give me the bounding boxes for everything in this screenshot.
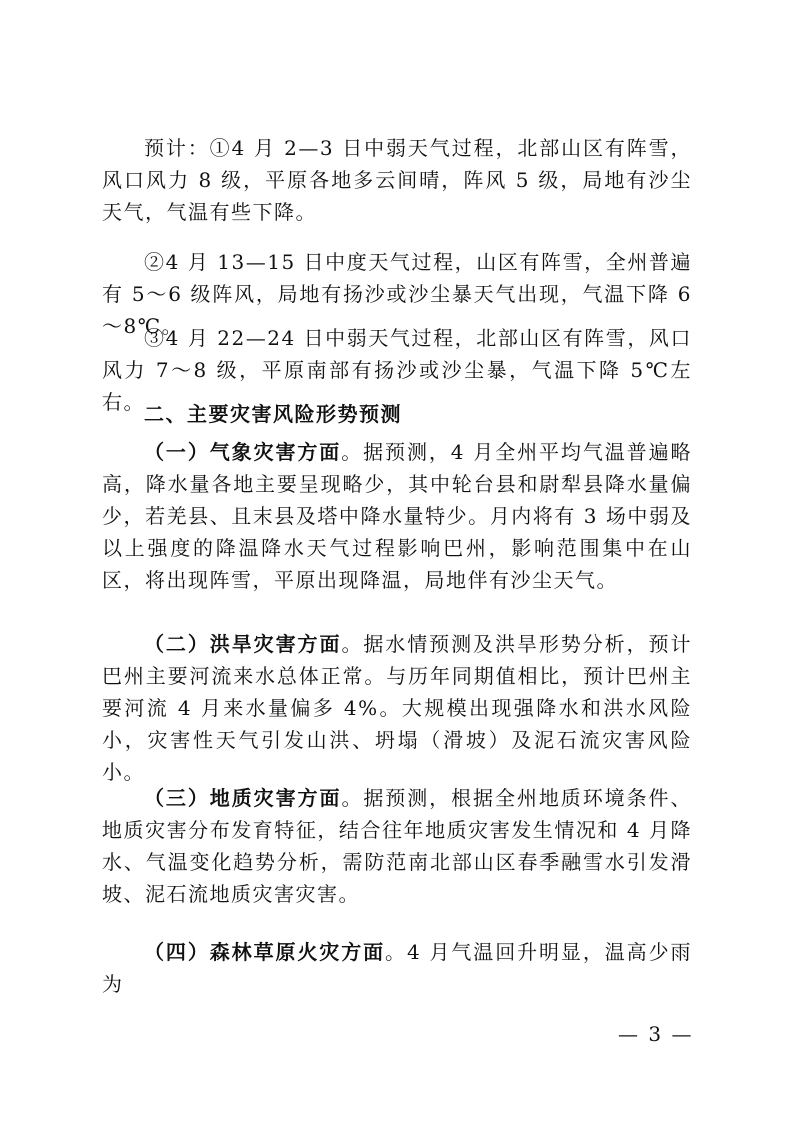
subsection-label: （三）地质灾害方面 xyxy=(144,786,342,810)
paragraph-text: ③4 月 22—24 日中弱天气过程，北部山区有阵雪，风口风力 7～8 级，平原南部有扬沙或沙尘暴，气温下降 5℃左右。 xyxy=(102,326,692,414)
section-heading: 二、主要灾害风险形势预测 xyxy=(144,402,402,426)
subsection-flood-drought xyxy=(102,628,692,788)
page-number: — 3 — xyxy=(618,1022,694,1046)
subsection-label: （四）森林草原火灾方面 xyxy=(144,940,386,964)
subsection-body: 。据预测，4 月全州平均气温普遍略高，降水量各地主要呈现略少，其中轮台县和尉犁县降水量偏少，若羌县、且末县及塔中降水量特少。月内将有 3 场中弱及以上强度的降温降水天气过程影响巴州，影响范围集中在山区，将出现阵雪，平原出现降温，局地伴有沙尘天气。 xyxy=(102,440,692,592)
paragraph-text: 预计：①4 月 2—3 日中弱天气过程，北部山区有阵雪，风口风力 8 级，平原各地多云间晴，阵风 5 级，局地有沙尘天气，气温有些下降。 xyxy=(102,136,692,224)
subsection-body: 。据水情预测及洪旱形势分析，预计巴州主要河流来水总体正常。与历年同期值相比，预计巴州主要河流 4 月来水量偏多 4%。大规模出现强降水和洪水风险小，灾害性天气引发山洪、坍塌（滑坡）及泥石流灾害风险小。 xyxy=(102,632,692,784)
subsection-geological xyxy=(102,782,692,910)
paragraph-forecast-intro xyxy=(102,132,692,228)
subsection-meteorological xyxy=(102,436,692,596)
paragraph-text: ②4 月 13—15 日中度天气过程，山区有阵雪，全州普遍有 5～6 级阵风，局地有扬沙或沙尘暴天气出现，气温下降 6～8℃。 xyxy=(102,250,692,338)
subsection-body: 。4 月气温回升明显，温高少雨为 xyxy=(102,940,692,996)
subsection-forest-fire xyxy=(102,936,692,1000)
subsection-label: （二）洪旱灾害方面 xyxy=(144,632,342,656)
subsection-label: （一）气象灾害方面 xyxy=(144,440,342,464)
subsection-body: 。据预测，根据全州地质环境条件、地质灾害分布发育特征，结合往年地质灾害发生情况和 4 月降水、气温变化趋势分析，需防范南北部山区春季融雪水引发滑坡、泥石流地质灾害灾害。 xyxy=(102,786,692,906)
